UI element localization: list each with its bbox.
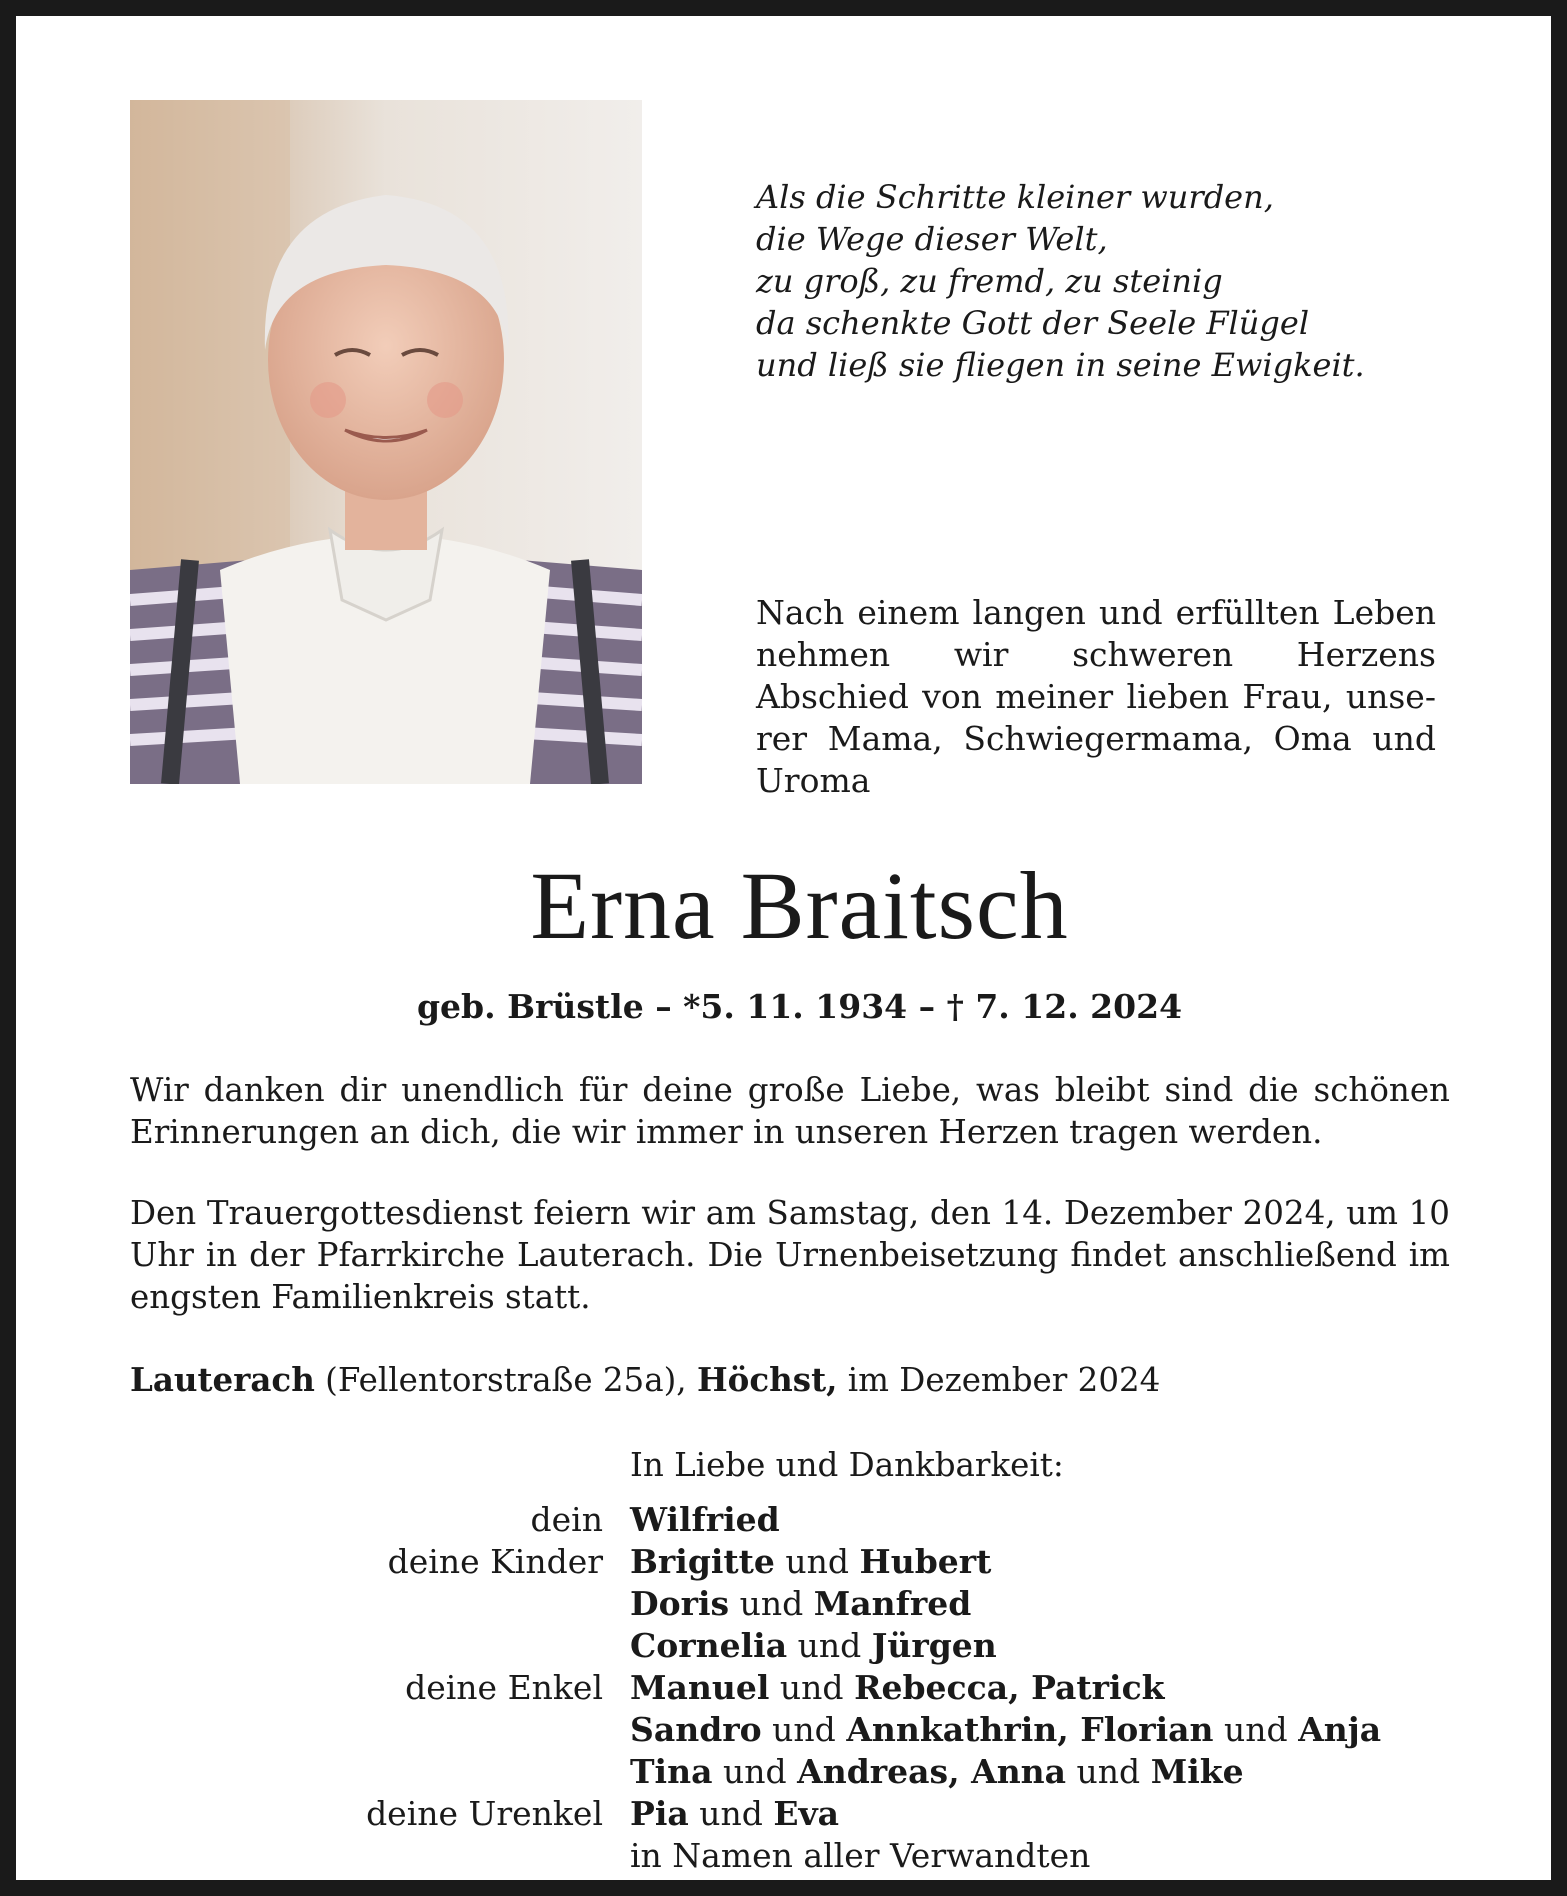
mourner-name: Sandro bbox=[630, 1710, 762, 1749]
mourner-name: Andreas, Anna bbox=[797, 1752, 1067, 1791]
mourner-row bbox=[16, 1667, 1567, 1709]
connector-text: in Namen aller Verwandten bbox=[630, 1836, 1091, 1875]
mourner-name: Doris bbox=[630, 1584, 730, 1623]
address: (Fellentorstraße 25a), bbox=[314, 1361, 697, 1399]
poem-line: und ließ sie fliegen in seine Ewigkeit. bbox=[756, 346, 1365, 384]
mourner-names bbox=[630, 1835, 1090, 1877]
town-hoechst: Höchst, bbox=[696, 1360, 838, 1399]
mourner-names bbox=[630, 1541, 991, 1583]
portrait-photo bbox=[130, 100, 642, 784]
mourner-name: Wilfried bbox=[630, 1500, 780, 1539]
relation-label: dein bbox=[530, 1500, 603, 1539]
relation-label: deine Urenkel bbox=[366, 1794, 603, 1833]
connector-text: und bbox=[774, 1542, 860, 1581]
mourner-names bbox=[630, 1751, 1244, 1793]
connector-text: und bbox=[688, 1794, 774, 1833]
connector-text: und bbox=[1213, 1710, 1299, 1749]
mourner-name: Rebecca, Patrick bbox=[854, 1668, 1165, 1707]
mourner-names bbox=[630, 1583, 971, 1625]
connector-text: und bbox=[787, 1626, 872, 1665]
intro-text: Nach einem langen und erfüllten Leben nehmen wir schweren Herzens Abschied von meiner lieben Frau, unserer Mama, Schwiegermama, Oma und Uroma bbox=[756, 593, 1436, 800]
mourner-name: Hubert bbox=[859, 1542, 992, 1581]
place-date-line bbox=[130, 1359, 1160, 1401]
mourner-name: Annkathrin, Florian bbox=[846, 1710, 1214, 1749]
mourner-row bbox=[16, 1793, 1567, 1835]
connector-text: und bbox=[1066, 1752, 1151, 1791]
connector-text: und bbox=[729, 1584, 814, 1623]
mourner-row bbox=[16, 1709, 1567, 1751]
mourner-names bbox=[630, 1499, 780, 1541]
mourner-name: Cornelia bbox=[630, 1626, 788, 1665]
poem-line: die Wege dieser Welt, bbox=[756, 220, 1108, 258]
mourner-name: Brigitte bbox=[630, 1542, 775, 1581]
mourner-row bbox=[16, 1751, 1567, 1793]
mourner-names bbox=[630, 1667, 1165, 1709]
mourner-row bbox=[16, 1835, 1567, 1877]
mourner-row bbox=[16, 1499, 1567, 1541]
mourner-name: Mike bbox=[1150, 1752, 1244, 1791]
connector-text: und bbox=[712, 1752, 798, 1791]
memorial-poem bbox=[756, 176, 1436, 386]
mourner-name: Eva bbox=[773, 1794, 840, 1833]
month-year: im Dezember 2024 bbox=[837, 1361, 1161, 1399]
relation-label: deine Enkel bbox=[405, 1668, 603, 1707]
poem-line: zu groß, zu fremd, zu steinig bbox=[756, 262, 1223, 300]
signature-intro: In Liebe und Dankbarkeit: bbox=[630, 1446, 1064, 1484]
mourner-name: Pia bbox=[630, 1794, 689, 1833]
mourner-row bbox=[16, 1541, 1567, 1583]
mourner-name: Jürgen bbox=[871, 1626, 997, 1665]
service-paragraph: Den Trauergottesdienst feiern wir am Samstag, den 14. Dezember 2024, um 10 Uhr in der Pfarrkirche Lauterach. Die Urnenbeisetzung findet anschließend im engsten Familienkreis statt. bbox=[130, 1194, 1450, 1316]
poem-line: Als die Schritte kleiner wurden, bbox=[756, 178, 1274, 216]
portrait-image bbox=[130, 100, 642, 784]
thanks-paragraph: Wir danken dir unendlich für deine große Liebe, was bleibt sind die schönen Erinnerungen an dich, die wir immer in unseren Herzen tragen werden. bbox=[130, 1071, 1450, 1151]
mourner-name: Anja bbox=[1298, 1710, 1382, 1749]
poem-line: da schenkte Gott der Seele Flügel bbox=[756, 304, 1310, 342]
mourner-names bbox=[630, 1709, 1381, 1751]
mourner-name: Manuel bbox=[630, 1668, 770, 1707]
mourner-name: Tina bbox=[630, 1752, 713, 1791]
mourners-list bbox=[16, 1499, 1567, 1877]
relation-label: deine Kinder bbox=[387, 1542, 603, 1581]
mourner-row bbox=[16, 1583, 1567, 1625]
mourner-names bbox=[630, 1625, 997, 1667]
mourner-names bbox=[630, 1793, 839, 1835]
mourner-name: Manfred bbox=[813, 1584, 972, 1623]
connector-text: und bbox=[761, 1710, 847, 1749]
connector-text: und bbox=[769, 1668, 855, 1707]
town-lauterach: Lauterach bbox=[130, 1360, 315, 1399]
mourner-row bbox=[16, 1625, 1567, 1667]
life-dates: geb. Brüstle – *5. 11. 1934 – † 7. 12. 2024 bbox=[416, 987, 1183, 1026]
deceased-name: Erna Braitsch bbox=[530, 852, 1069, 959]
